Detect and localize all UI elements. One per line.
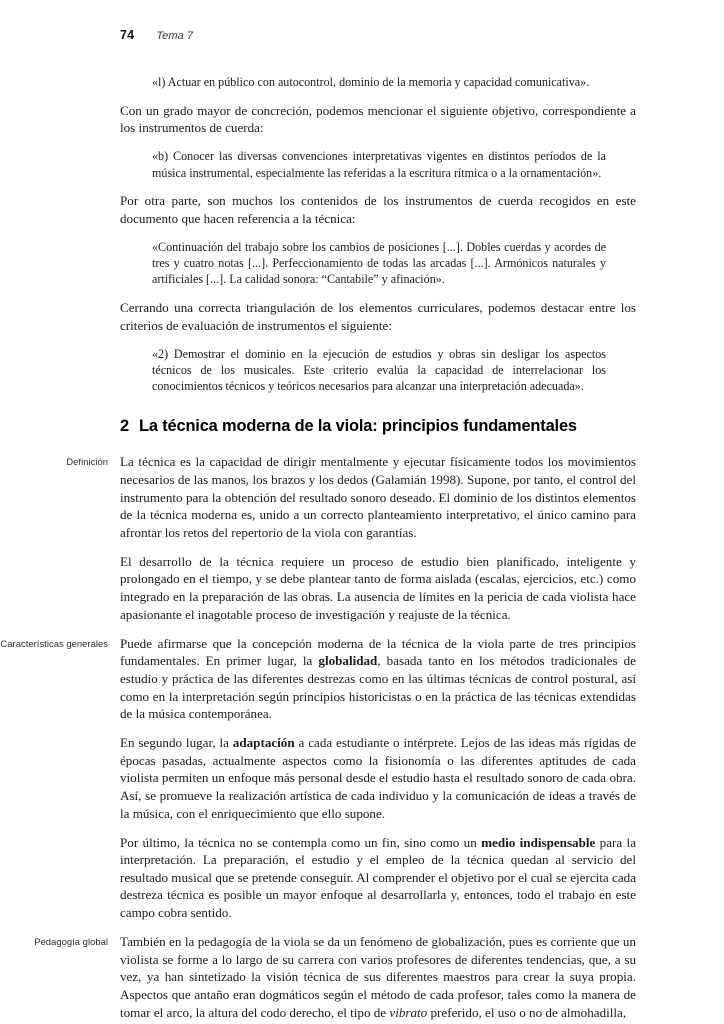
body-paragraph: La técnica es la capacidad de dirigir mentalmente y ejecutar físicamente todos los movimientos necesarios de las manos, los brazos y los dedos (Galamián 1998). Supone, por tanto, el control del instrumento para la obtención del resultado sonoro deseado. El dominio de los distintos elementos de la técnica moderna es, unido a un correcto planteamiento interpretativo, el único camino para afrontar los retos del repertorio de la viola con garantías. [120, 454, 636, 540]
running-header [120, 28, 193, 42]
margin-note: Definición [66, 456, 108, 467]
section-title: La técnica moderna de la viola: principios fundamentales [138, 417, 577, 436]
page-number: 74 [120, 28, 135, 42]
section-heading [120, 416, 636, 437]
section-number: 2 [120, 417, 129, 436]
margin-note: Pedagogía global [34, 936, 108, 947]
body-paragraph: Por otra parte, son muchos los contenidos de los instrumentos de cuerda recogidos en este documento que hacen referencia a la técnica: [120, 193, 636, 226]
margin-note: Características generales [0, 638, 108, 649]
body-paragraph: Con un grado mayor de concreción, podemos mencionar el siguiente objetivo, correspondiente a los instrumentos de cuerda: [120, 102, 636, 136]
block-quote: «l) Actuar en público con autocontrol, dominio de la memoria y capacidad comunicativa». [152, 75, 590, 89]
block-quote: «Continuación del trabajo sobre los cambios de posiciones [...]. Dobles cuerdas y acordes de tres y cuatro notas [...]. Perfeccionamiento de todas las arcadas [...]. Armónicos naturales y artificiales [...]. La calidad sonora: “Cantabile” y afinación». [152, 239, 606, 287]
margin-note-column [0, 0, 108, 1024]
block-quote: «b) Conocer las diversas convenciones interpretativas vigentes en distintos períodos de la música instrumental, especialmente las referidas a la escritura rítmica o a la ornamentación». [152, 149, 606, 180]
text-column [120, 74, 636, 1021]
body-paragraph: Cerrando una correcta triangulación de los elementos curriculares, podemos destacar entre los criterios de evaluación de instrumentos el siguiente: [120, 300, 636, 333]
body-paragraph: El desarrollo de la técnica requiere un proceso de estudio bien planificado, inteligente y prolongado en el tiempo, y se debe plantear tanto de forma aislada (escalas, ejercicios, etc.) como integrado en la preparación de las obras. La ausencia de límites en la pericia de cada violista hace apasionante el inagotable proceso de investigación y reajuste de la técnica. [120, 553, 636, 622]
running-title: Tema 7 [156, 30, 194, 42]
body-paragraph: Por último, la técnica no se contempla como un fin, sino como un medio indispensable para la interpretación. La preparación, el estudio y el empleo de la técnica quedan al servicio del resultado musical que se pretende conseguir. Al comprender el objetivo por el cual se ejercita cada destreza técnica es posible un mayor enfoque al desarrollarla y, entonces, todo el trabajo en este campo cobra sentido. [120, 834, 636, 921]
body-paragraph: En segundo lugar, la adaptación a cada estudiante o intérprete. Lejos de las ideas más rígidas de épocas pasadas, actualmente aspectos como la fisionomía o las diferentes aptitudes de cada violista permiten un enfoque más personal desde el estudio hasta el resultado sonoro de cada obra. Así, se promueve la realización artística de cada individuo y la comunicación de ideas a través de la música, con el enriquecimiento que ello supone. [120, 735, 636, 821]
block-quote: «2) Demostrar el dominio en la ejecución de estudios y obras sin desligar los aspectos técnicos de los musicales. Este criterio evalúa la capacidad de interrelacionar los conocimientos técnicos y teóricos necesarios para alcanzar una interpretación adecuada». [152, 346, 606, 394]
body-paragraph: Puede afirmarse que la concepción moderna de la técnica de la viola parte de tres principios fundamentales. En primer lugar, la globalidad, basada tanto en los métodos tradicionales de estudio y práctica de las diferentes destrezas como en las últimas técnicas de control postural, así como en la interpretación según principios historicistas o en la práctica de las técnicas extendidas de la música contemporánea. [120, 635, 636, 722]
body-paragraph: También en la pedagogía de la viola se da un fenómeno de globalización, pues es corriente que un violista se forme a lo largo de su carrera con varios profesores de diferentes tendencias, que, a su vez, ya han sintetizado la visión técnica de sus diferentes maestros para crear la suya propia. Aspectos que antaño eran dogmáticos según el método de cada profesor, tales como la manera de tomar el arco, la altura del codo derecho, el tipo de vibrato preferido, el uso o no de almohadilla, [120, 934, 636, 1020]
